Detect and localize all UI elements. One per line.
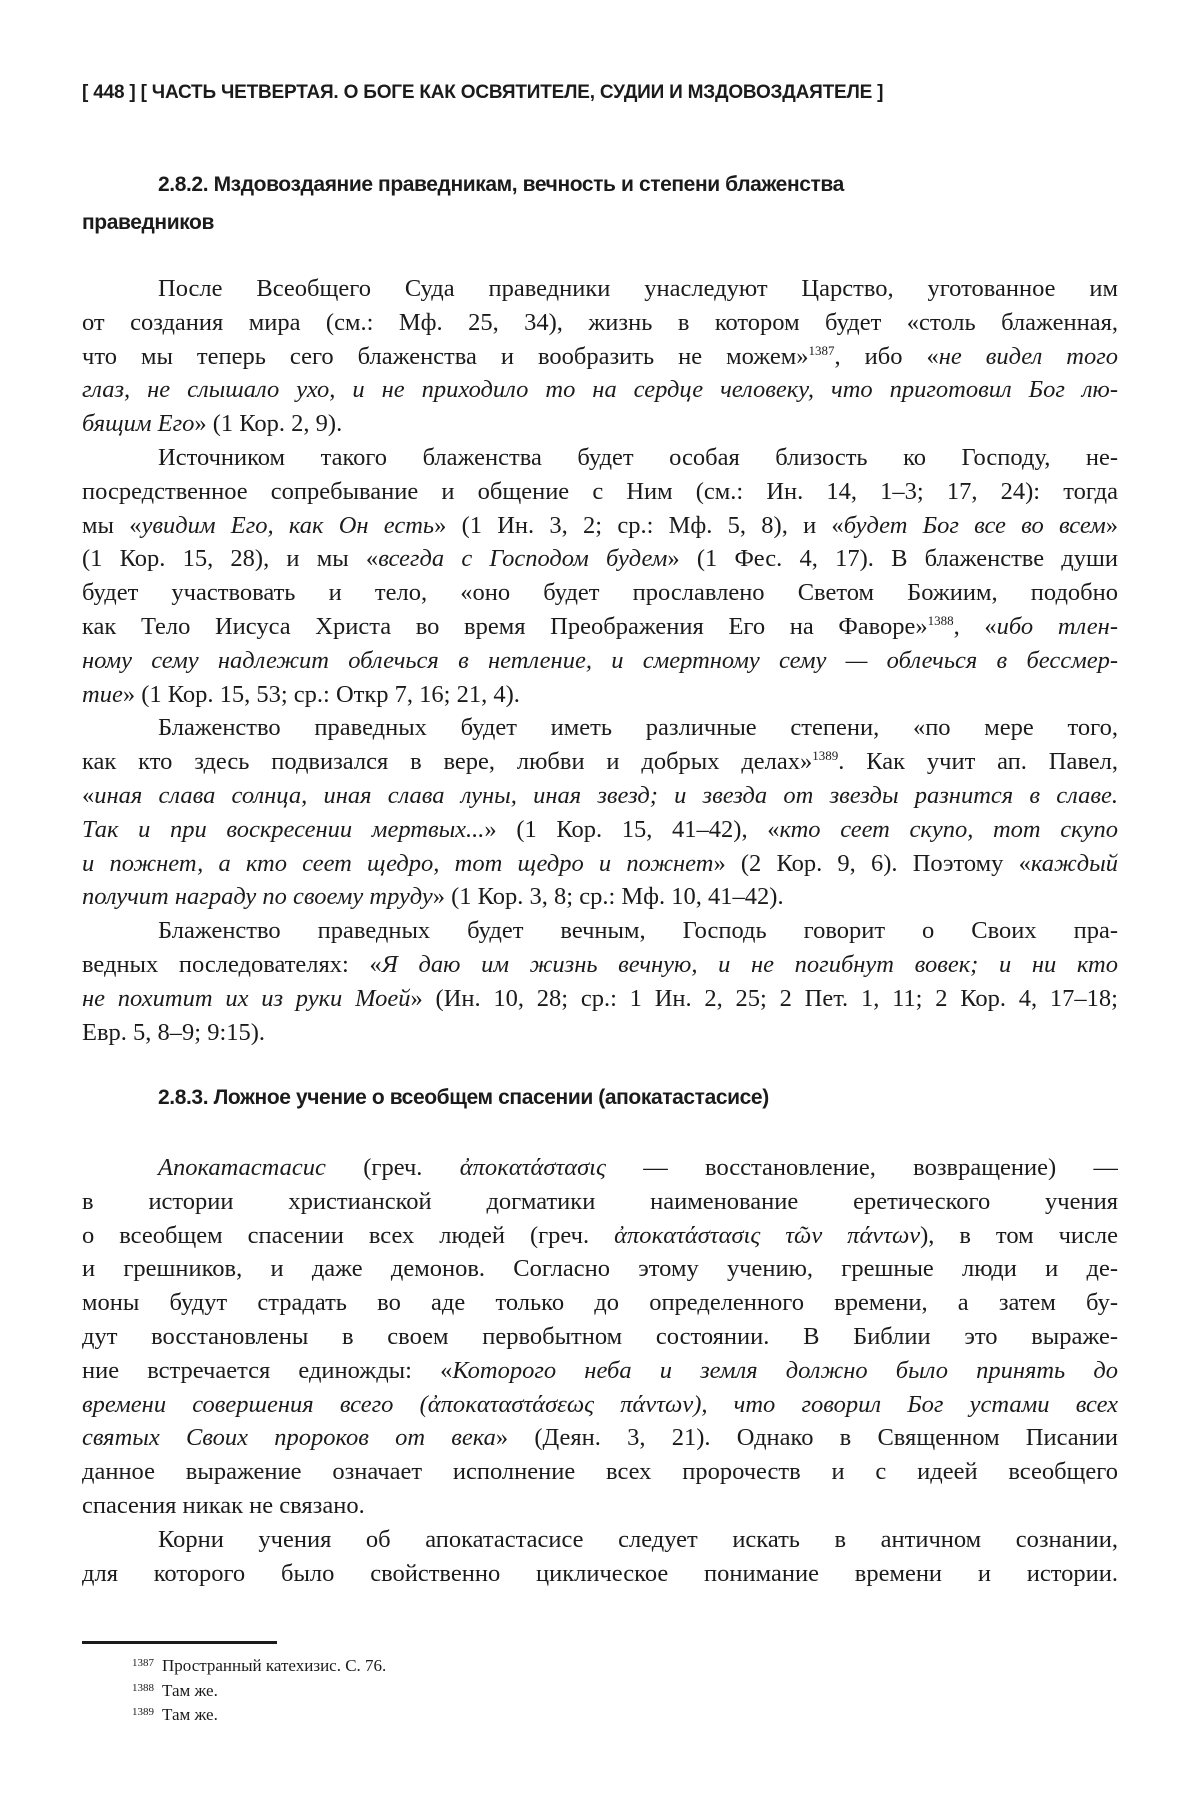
paragraph xyxy=(82,1523,1118,1591)
italic-text: времени совершения всего (ἀποκαταστάσεως πάντων), что говорил Бог устами всех xyxy=(82,1391,1118,1418)
text-line xyxy=(82,340,1118,374)
section-2-8-2-body xyxy=(82,272,1118,1049)
text-line xyxy=(82,373,1118,407)
text-line xyxy=(82,880,1118,914)
text: » (1 Ин. 3, 2; ср.: Мф. 5, 8), и « xyxy=(434,512,844,539)
section-heading-line: праведников xyxy=(82,204,1118,242)
italic-text: не похитит их из руки Моей xyxy=(82,985,411,1012)
italic-text: и пожнет, а кто сеет щедро, тот щедро и пожнет xyxy=(82,850,713,877)
text: Корни учения об апокатастасисе следует искать в античном сознании, xyxy=(158,1526,1118,1553)
text-line xyxy=(82,272,1118,306)
italic-text: каждый xyxy=(1031,850,1118,877)
text: , « xyxy=(954,613,997,640)
text: » (2 Кор. 9, 6). Поэтому « xyxy=(713,850,1030,877)
text: (1 Кор. 15, 28), и мы « xyxy=(82,545,378,572)
text: о всеобщем спасении всех людей (греч. xyxy=(82,1222,614,1249)
text: ние встречается единожды: « xyxy=(82,1357,452,1384)
footnote-number: 1387 xyxy=(82,1651,162,1676)
footnote-reference[interactable]: 1388 xyxy=(928,613,954,628)
text-line xyxy=(82,610,1118,644)
paragraph xyxy=(82,272,1118,441)
italic-text: получит награду по своему труду xyxy=(82,883,433,910)
text: , ибо « xyxy=(835,343,939,370)
text-line xyxy=(82,441,1118,475)
text: » (Деян. 3, 21). Однако в Священном Писании xyxy=(496,1424,1118,1451)
text: дут восстановлены в своем первобытном состоянии. В Библии это выраже- xyxy=(82,1323,1118,1350)
text: будет участвовать и тело, «оно будет прославлено Светом Божиим, подобно xyxy=(82,579,1118,606)
text-line xyxy=(82,1388,1118,1422)
italic-text: иная слава солнца, иная слава луны, иная звезд; и звезда от звезды разнится в славе. xyxy=(94,782,1118,809)
text-line xyxy=(82,711,1118,745)
text: ведных последователях: « xyxy=(82,951,382,978)
italic-text: всегда с Господом будем xyxy=(378,545,667,572)
text-line xyxy=(82,779,1118,813)
paragraph xyxy=(82,1151,1118,1523)
text: данное выражение означает исполнение всех пророчеств и с идеей всеобщего xyxy=(82,1458,1118,1485)
text: Блаженство праведных будет иметь различные степени, «по мере того, xyxy=(158,714,1118,741)
text: » (1 Кор. 3, 8; ср.: Мф. 10, 41–42). xyxy=(433,883,784,910)
text-line xyxy=(82,1489,1118,1523)
italic-text: бящим Его xyxy=(82,410,194,437)
section-heading-2-8-3 xyxy=(82,1079,1118,1117)
text: » xyxy=(1106,512,1118,539)
footnote-number: 1389 xyxy=(82,1700,162,1725)
text: . Как учит ап. Павел, xyxy=(838,748,1118,775)
italic-text: ибо тлен- xyxy=(997,613,1118,640)
text-line xyxy=(82,678,1118,712)
italic-text: кто сеет скупо, тот скупо xyxy=(779,816,1118,843)
text: Евр. 5, 8–9; 9:15). xyxy=(82,1019,265,1046)
text: от создания мира (см.: Мф. 25, 34), жизнь в котором будет «столь блаженная, xyxy=(82,309,1118,336)
text: как Тело Иисуса Христа во время Преображения Его на Фаворе» xyxy=(82,613,928,640)
text: мы « xyxy=(82,512,141,539)
text-line xyxy=(82,914,1118,948)
text: » (1 Кор. 15, 53; ср.: Откр 7, 16; 21, 4). xyxy=(123,681,520,708)
footnote-text: Пространный катехизис. С. 76. xyxy=(162,1656,386,1675)
text-line xyxy=(82,306,1118,340)
text: » (1 Кор. 15, 41–42), « xyxy=(484,816,779,843)
text-line xyxy=(82,1185,1118,1219)
text-line xyxy=(82,948,1118,982)
text-line xyxy=(82,509,1118,543)
text: что мы теперь сего блаженства и вообразить не можем» xyxy=(82,343,809,370)
text-line xyxy=(82,1016,1118,1050)
text: в истории христианской догматики наименование еретического учения xyxy=(82,1188,1118,1215)
text-line xyxy=(82,1455,1118,1489)
text-line xyxy=(82,1421,1118,1455)
text-line xyxy=(82,1523,1118,1557)
text: После Всеобщего Суда праведники унаследуют Царство, уготованное им xyxy=(158,275,1118,302)
text-line xyxy=(82,407,1118,441)
running-head: [ 448 ] [ ЧАСТЬ ЧЕТВЕРТАЯ. О БОГЕ КАК ОСВЯТИТЕЛЕ, СУДИИ И МЗДОВОЗДАЯТЕЛЕ ] xyxy=(82,82,883,104)
text: — восстановление, возвращение) — xyxy=(606,1154,1118,1181)
text-line xyxy=(82,1151,1118,1185)
italic-text: святых Своих пророков от века xyxy=(82,1424,496,1451)
footnote-text: Там же. xyxy=(162,1705,218,1724)
footnote-reference[interactable]: 1389 xyxy=(812,748,838,763)
text: » (1 Кор. 2, 9). xyxy=(194,410,342,437)
text-line xyxy=(82,1286,1118,1320)
text: ), в том числе xyxy=(920,1222,1118,1249)
text: спасения никак не связано. xyxy=(82,1492,365,1519)
italic-text: увидим Его, как Он есть xyxy=(141,512,434,539)
text: » (Ин. 10, 28; ср.: 1 Ин. 2, 25; 2 Пет. 1, 11; 2 Кор. 4, 17–18; xyxy=(411,985,1118,1012)
italic-text: будет Бог все во всем xyxy=(844,512,1106,539)
italic-text: Которого неба и земля должно было принять до xyxy=(452,1357,1118,1384)
text: как кто здесь подвизался в вере, любви и добрых делах» xyxy=(82,748,812,775)
section-2-8-3-body xyxy=(82,1151,1118,1590)
section-heading-line: 2.8.2. Мздовоздаяние праведникам, вечность и степени блаженства xyxy=(158,173,844,196)
footnote-reference[interactable]: 1387 xyxy=(809,343,835,358)
text-line xyxy=(82,1320,1118,1354)
text-line xyxy=(82,745,1118,779)
paragraph xyxy=(82,441,1118,711)
italic-text: ἀποκατάστασις τῶν πάντων xyxy=(614,1222,920,1249)
text: « xyxy=(82,782,94,809)
italic-text: глаз, не слышало ухо, и не приходило то на сердце человеку, что приготовил Бог лю- xyxy=(82,376,1118,403)
footnotes xyxy=(82,1651,386,1725)
text-line xyxy=(82,576,1118,610)
footnote xyxy=(82,1676,386,1701)
italic-text: Я даю им жизнь вечную, и не погибнут вовек; и ни кто xyxy=(382,951,1118,978)
text: Источником такого блаженства будет особая близость ко Господу, не- xyxy=(158,444,1118,471)
text-line xyxy=(82,475,1118,509)
footnote xyxy=(82,1700,386,1725)
text-line xyxy=(82,813,1118,847)
text-line xyxy=(82,542,1118,576)
italic-text: не видел того xyxy=(939,343,1118,370)
footnote-number: 1388 xyxy=(82,1676,162,1701)
italic-text: тие xyxy=(82,681,123,708)
text-line xyxy=(82,1252,1118,1286)
text-line xyxy=(82,982,1118,1016)
text-line xyxy=(82,1354,1118,1388)
text-line xyxy=(82,1557,1118,1591)
text-line xyxy=(82,644,1118,678)
text: и грешников, и даже демонов. Согласно этому учению, грешные люди и де- xyxy=(82,1255,1118,1282)
section-heading-line: 2.8.3. Ложное учение о всеобщем спасении (апокатастасисе) xyxy=(158,1086,769,1109)
paragraph xyxy=(82,711,1118,914)
text: » (1 Фес. 4, 17). В блаженстве души xyxy=(667,545,1118,572)
text: для которого было свойственно циклическое понимание времени и истории. xyxy=(82,1560,1118,1587)
footnote-divider xyxy=(82,1641,277,1644)
text: Блаженство праведных будет вечным, Господь говорит о Своих пра- xyxy=(158,917,1118,944)
italic-text: Так и при воскресении мертвых... xyxy=(82,816,484,843)
text-line xyxy=(82,1219,1118,1253)
italic-text: ному сему надлежит облечься в нетление, и смертному сему — облечься в бессмер- xyxy=(82,647,1118,674)
footnote-text: Там же. xyxy=(162,1681,218,1700)
text: (греч. xyxy=(326,1154,460,1181)
footnote xyxy=(82,1651,386,1676)
text: посредственное сопребывание и общение с Ним (см.: Ин. 14, 1–3; 17, 24): тогда xyxy=(82,478,1118,505)
italic-text: Апокатастасис xyxy=(158,1154,326,1181)
text-line xyxy=(82,847,1118,881)
paragraph xyxy=(82,914,1118,1049)
text: моны будут страдать во аде только до определенного времени, а затем бу- xyxy=(82,1289,1118,1316)
section-heading-2-8-2 xyxy=(82,166,1118,242)
italic-text: ἀποκατάστασις xyxy=(460,1154,606,1181)
